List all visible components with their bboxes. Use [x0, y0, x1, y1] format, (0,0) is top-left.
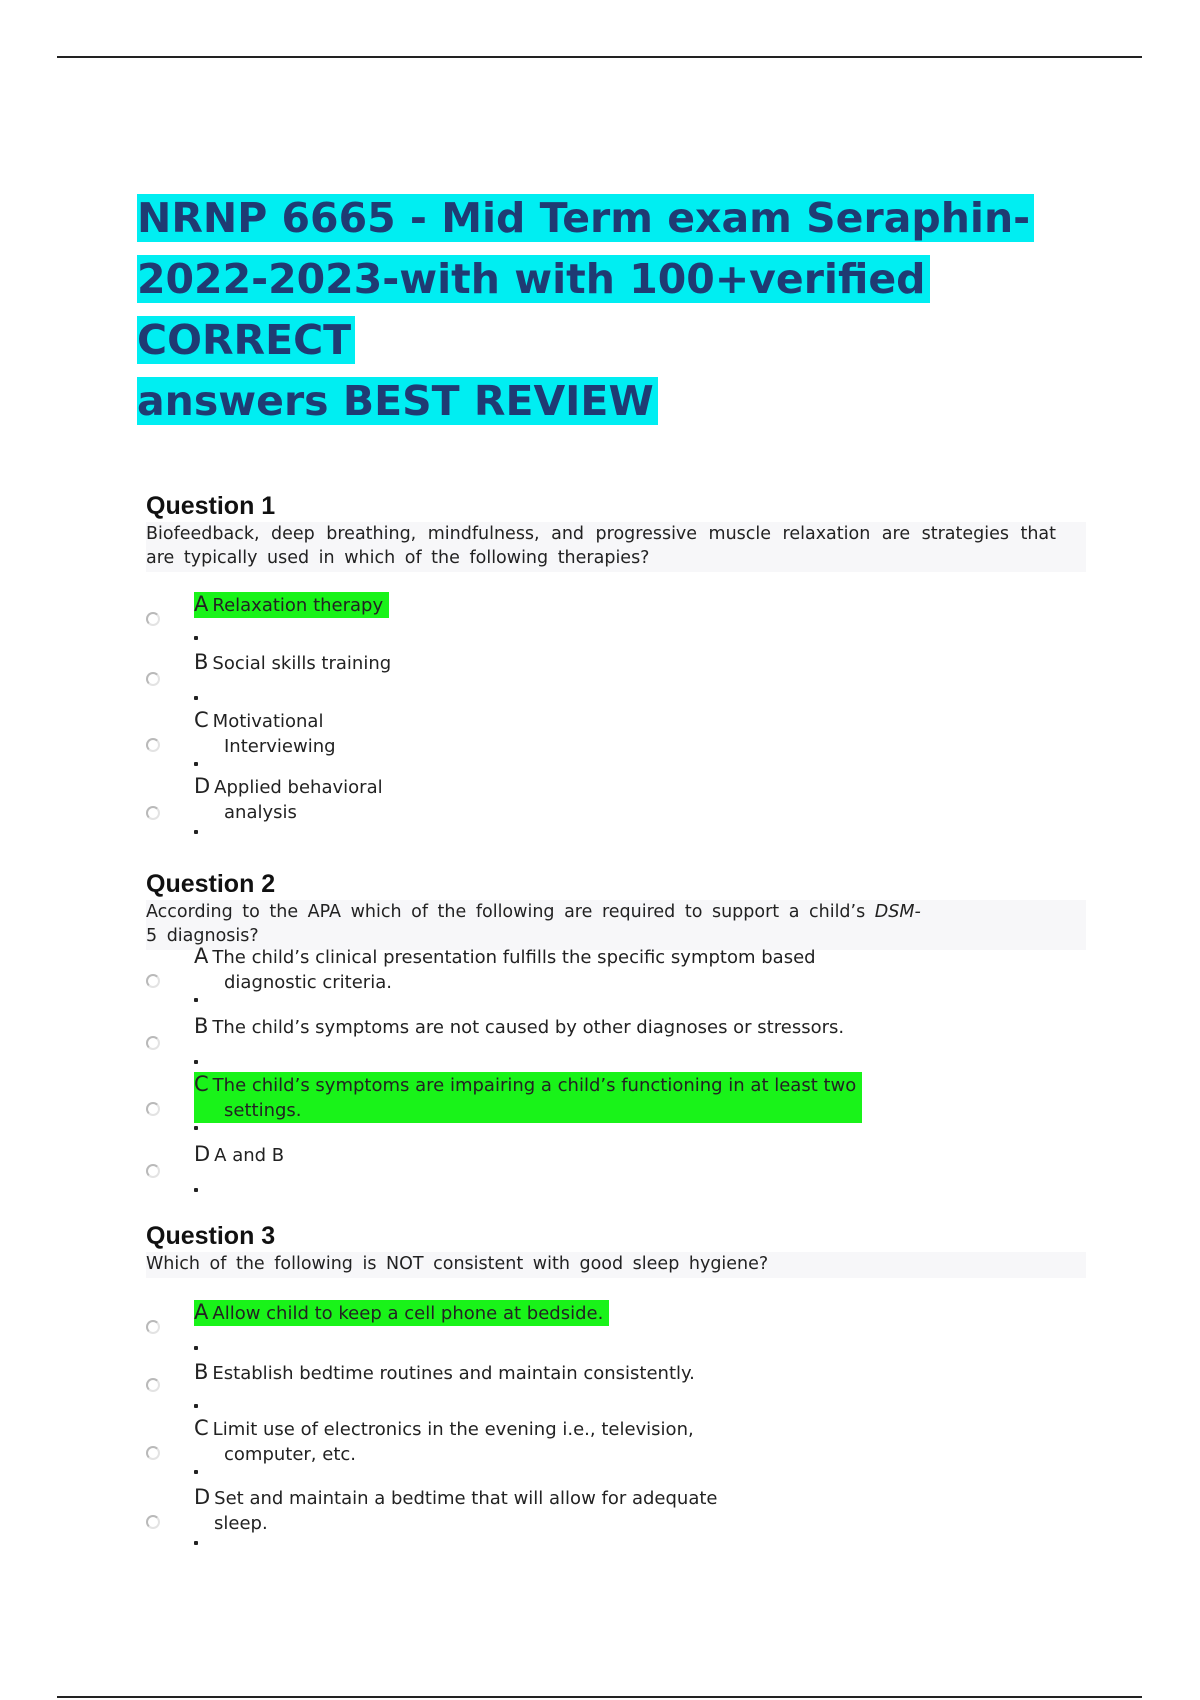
option-dot: [194, 1346, 198, 1350]
option-1b[interactable]: [146, 650, 1046, 710]
option-label-correct: [194, 1072, 862, 1123]
option-letter: D: [194, 1485, 211, 1509]
option-text: Applied behavioral: [214, 777, 383, 798]
option-label: [194, 944, 816, 995]
radio-button[interactable]: [146, 1036, 160, 1050]
radio-button[interactable]: [146, 806, 160, 820]
option-dot: [194, 762, 198, 766]
option-letter: A: [194, 1300, 209, 1324]
question-text-part: According to the APA which of the following are required to support a child’s: [146, 902, 875, 922]
option-1a[interactable]: [146, 592, 1046, 652]
option-label-correct: [194, 1300, 609, 1326]
option-label: [194, 650, 391, 676]
bottom-rule: [57, 1696, 1142, 1698]
option-text-continued: Interviewing: [224, 736, 336, 757]
question-2: [146, 870, 1086, 950]
option-3d[interactable]: [146, 1485, 1046, 1545]
question-text: Which of the following is NOT consistent with good sleep hygiene?: [146, 1252, 1086, 1278]
question-3: [146, 1222, 1086, 1278]
radio-button[interactable]: [146, 1515, 160, 1529]
option-text: The child’s symptoms are not caused by other diagnoses or stressors.: [212, 1017, 845, 1038]
option-text-continued: diagnostic criteria.: [224, 972, 392, 993]
question-text: [146, 900, 1086, 950]
option-label: [194, 1360, 695, 1386]
radio-button[interactable]: [146, 1378, 160, 1392]
option-text-continued: settings.: [224, 1100, 302, 1121]
option-1d[interactable]: [146, 774, 1046, 834]
radio-button[interactable]: [146, 1102, 160, 1116]
option-label: [194, 708, 336, 759]
radio-button[interactable]: [146, 738, 160, 752]
radio-button[interactable]: [146, 612, 160, 626]
question-text-emphasis: DSM-: [874, 902, 921, 922]
option-label: [194, 1485, 718, 1536]
option-2c[interactable]: [146, 1072, 1046, 1132]
option-letter: A: [194, 944, 209, 968]
radio-button[interactable]: [146, 1164, 160, 1178]
option-letter: C: [194, 708, 209, 732]
title-line-2: 2022-2023-with with 100+verified CORRECT: [137, 255, 930, 364]
option-dot: [194, 1470, 198, 1474]
document-title: [137, 188, 1077, 432]
option-text: Limit use of electronics in the evening i.e., television,: [212, 1419, 694, 1440]
question-heading: Question 1: [146, 492, 276, 520]
radio-button[interactable]: [146, 974, 160, 988]
option-text: Allow child to keep a cell phone at bedside.: [212, 1303, 604, 1324]
option-letter: B: [194, 1014, 209, 1038]
option-label: [194, 774, 383, 825]
option-text: Motivational: [212, 711, 324, 732]
radio-button[interactable]: [146, 1446, 160, 1460]
option-label: [194, 1014, 844, 1040]
title-line-3: answers BEST REVIEW: [137, 377, 658, 425]
option-letter: B: [194, 650, 209, 674]
option-letter: B: [194, 1360, 209, 1384]
question-text: Biofeedback, deep breathing, mindfulness, and progressive muscle relaxation are strategies that are typically used in which of the following therapies?: [146, 522, 1086, 572]
option-dot: [194, 1126, 198, 1130]
option-label: [194, 1416, 694, 1467]
option-text: Establish bedtime routines and maintain consistently.: [212, 1363, 695, 1384]
option-label-correct: [194, 592, 389, 618]
option-text-continued: analysis: [224, 802, 297, 823]
option-text: Social skills training: [212, 653, 392, 674]
option-letter: D: [194, 774, 211, 798]
option-text-continued: computer, etc.: [224, 1444, 357, 1465]
option-letter: A: [194, 592, 209, 616]
option-2d[interactable]: [146, 1142, 1046, 1202]
option-text: Set and maintain a bedtime that will allow for adequate: [214, 1488, 718, 1509]
option-2a[interactable]: [146, 944, 1046, 1004]
option-dot: [194, 696, 198, 700]
option-letter: C: [194, 1416, 209, 1440]
option-letter: D: [194, 1142, 211, 1166]
option-dot: [194, 830, 198, 834]
question-text-part: 5 diagnosis?: [146, 926, 259, 946]
option-text: The child’s clinical presentation fulfills the specific symptom based: [212, 947, 816, 968]
option-3a[interactable]: [146, 1300, 1046, 1360]
option-dot: [194, 998, 198, 1002]
question-heading: Question 3: [146, 1222, 276, 1250]
question-heading: Question 2: [146, 870, 276, 898]
option-text-continued: sleep.: [214, 1513, 268, 1534]
question-1: [146, 492, 1086, 572]
option-dot: [194, 1060, 198, 1064]
option-text: Relaxation therapy: [212, 595, 384, 616]
option-1c[interactable]: [146, 708, 1046, 768]
option-dot: [194, 1188, 198, 1192]
option-2b[interactable]: [146, 1014, 1046, 1074]
option-letter: C: [194, 1072, 209, 1096]
radio-button[interactable]: [146, 672, 160, 686]
option-dot: [194, 1541, 198, 1545]
option-label: [194, 1142, 284, 1168]
radio-button[interactable]: [146, 1320, 160, 1334]
option-3b[interactable]: [146, 1360, 1046, 1420]
top-rule: [57, 56, 1142, 58]
option-text: A and B: [214, 1145, 285, 1166]
option-3c[interactable]: [146, 1416, 1046, 1476]
option-dot: [194, 1404, 198, 1408]
title-line-1: NRNP 6665 - Mid Term exam Seraphin-: [137, 194, 1034, 242]
option-dot: [194, 636, 198, 640]
option-text: The child’s symptoms are impairing a child’s functioning in at least two: [212, 1075, 857, 1096]
